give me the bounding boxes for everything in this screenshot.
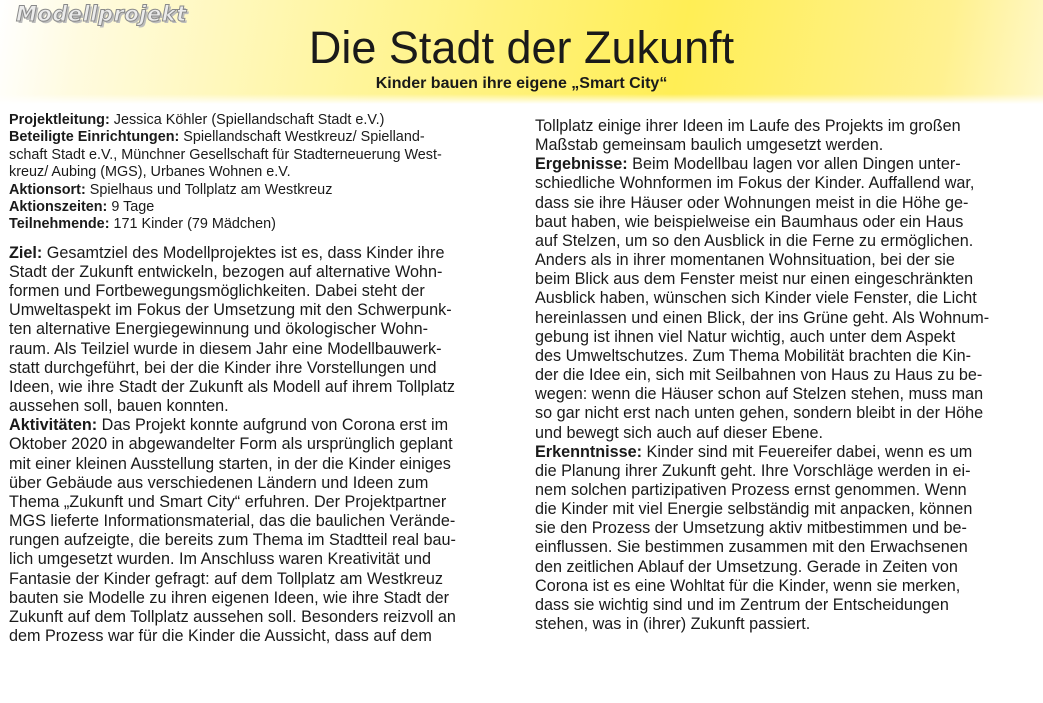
text-line: formen und Fortbewegungsmöglichkeiten. Dabei steht der <box>9 282 425 301</box>
section-heading: Ergebnisse: <box>535 155 628 174</box>
text-line: Stadt der Zukunft entwickeln, bezogen auf alternative Wohn- <box>9 263 443 281</box>
text-line: Ausblick haben, wünschen sich Kinder viele Fenster, die Licht <box>535 289 977 308</box>
text-line: nem solchen partizipativen Prozess ernst genommen. Wenn <box>535 480 967 499</box>
text-line: Anders als in ihrer momentanen Wohnsituation, bei der sie <box>535 251 955 270</box>
text-line: auf Stelzen, um so den Ausblick in die Ferne zu ermöglichen. <box>535 231 974 250</box>
text-line: Zukunft auf dem Tollplatz aussehen soll. Besonders reizvoll an <box>9 607 456 626</box>
text-fragment: Gesamtziel des Modellprojektes ist es, dass Kinder ihre <box>42 243 445 262</box>
info-projektleitung <box>9 112 514 129</box>
text-line: Maßstab gemeinsam baulich umgesetzt werden. <box>535 136 884 155</box>
section-ziel <box>9 244 514 416</box>
text-line: Fantasie der Kinder gefragt: auf dem Tollplatz am Westkreuz <box>9 569 443 588</box>
text-line <box>535 155 1035 174</box>
project-info <box>9 112 514 234</box>
text-line: wegen: wenn die Häuser schon auf Stelzen stehen, muss man <box>535 385 984 404</box>
info-value: 9 Tage <box>107 199 155 216</box>
section-ergebnisse <box>535 155 1035 442</box>
text-line: dem Prozess war für die Kinder die Aussicht, dass auf dem <box>9 626 432 645</box>
text-line: raum. Als Teilziel wurde in diesem Jahr eine Modellbauwerk- <box>9 339 442 358</box>
info-teilnehmende <box>9 216 514 233</box>
text-line: mit einer kleinen Ausstellung starten, in der die Kinder einiges <box>9 454 451 473</box>
text-line: MGS lieferte Informationsmaterial, das die baulichen Verände- <box>9 512 456 531</box>
text-line: lich umgesetzt wurden. Im Anschluss waren Kreativität und <box>9 550 431 569</box>
text-line: einflussen. Sie bestimmen zusammen mit den Erwachsenen <box>535 538 968 557</box>
info-value: Spielhaus und Tollplatz am Westkreuz <box>85 181 333 198</box>
text-line: Tollplatz einige ihrer Ideen im Laufe des Projekts im großen <box>535 117 961 135</box>
text-line <box>9 416 514 435</box>
text-line: beim Blick aus dem Fenster meist nur einen eingeschränkten <box>535 270 974 289</box>
info-label: Teilnehmende: <box>9 216 110 233</box>
text-line: statt durchgeführt, bei der die Kinder ihre Vorstellungen und <box>9 358 437 377</box>
info-aktionszeiten <box>9 199 514 216</box>
text-line: über Gebäude aus verschiedenen Ländern und Ideen zum <box>9 473 429 492</box>
text-line: gebung ist ihnen viel Natur wichtig, auch unter dem Aspekt <box>535 327 956 346</box>
text-line: Umweltaspekt im Fokus der Umsetzung mit den Schwerpunk- <box>9 301 452 320</box>
text-line: bauten sie Modelle zu ihren eigenen Ideen, wie ihre Stadt der <box>9 588 450 607</box>
info-einrichtungen-cont: kreuz/ Aubing (MGS), Urbanes Wohnen e.V. <box>9 164 291 181</box>
info-label: Aktionszeiten: <box>9 199 108 216</box>
left-column <box>9 112 514 646</box>
text-line: ten alternative Energiegewinnung und ökologischer Wohn- <box>9 320 429 339</box>
info-value: 171 Kinder (79 Mädchen) <box>109 216 276 233</box>
text-line: hereinlassen und einen Blick, der ins Grüne geht. Als Wohnum- <box>535 308 990 327</box>
info-einrichtungen-cont: schaft Stadt e.V., Münchner Gesellschaft für Stadterneuerung West- <box>9 146 442 163</box>
text-line: stehen, was in (ihrer) Zukunft passiert. <box>535 615 811 634</box>
text-line: Thema „Zukunft und Smart City“ erfuhren. Der Projektpartner <box>9 492 447 511</box>
section-heading: Aktivitäten: <box>9 416 98 435</box>
page-subtitle: Kinder bauen ihre eigene „Smart City“ <box>375 75 668 92</box>
section-heading: Erkenntnisse: <box>535 442 643 461</box>
text-line: des Umweltschutzes. Zum Thema Mobilität brachten die Kin- <box>535 346 972 365</box>
text-fragment: Das Projekt konnte aufgrund von Corona erst im <box>97 416 449 435</box>
info-einrichtungen <box>9 129 514 146</box>
text-line: baut haben, wie beispielweise ein Baumhaus oder ein Haus <box>535 212 964 231</box>
text-line: so gar nicht erst nach unten gehen, sondern bleibt in der Höhe <box>535 404 984 423</box>
text-line: und bewegt sich auch auf dieser Ebene. <box>535 423 823 442</box>
text-line: schiedliche Wohnformen im Fokus der Kinder. Auffallend war, <box>535 174 975 193</box>
info-label: Aktionsort: <box>9 181 86 198</box>
info-value: Spiellandschaft Westkreuz/ Spielland- <box>179 129 425 146</box>
text-fragment: Kinder sind mit Feuereifer dabei, wenn es um <box>642 442 973 461</box>
right-column <box>535 117 1035 634</box>
text-line: der die Idee ein, sich mit Seilbahnen von Haus zu Haus zu be- <box>535 366 983 385</box>
text-line: dass sie wichtig sind und im Zentrum der Entscheidungen <box>535 595 949 614</box>
text-line <box>9 244 514 263</box>
page-title: Die Stadt der Zukunft <box>308 22 735 73</box>
text-line: sie den Prozess der Umsetzung aktiv mitbestimmen und be- <box>535 519 967 538</box>
text-line <box>535 443 1035 462</box>
text-fragment: Beim Modellbau lagen vor allen Dingen unter- <box>627 155 961 174</box>
text-line: Corona ist es eine Wohltat für die Kinder, wenn sie merken, <box>535 576 961 595</box>
section-heading: Ziel: <box>9 243 43 262</box>
info-value: Jessica Köhler (Spiellandschaft Stadt e.V.) <box>109 112 385 128</box>
section-erkenntnisse <box>535 443 1035 635</box>
text-line: rungen aufzeigte, die bereits zum Thema im Stadtteil real bau- <box>9 531 456 550</box>
section-label: Modellprojekt <box>16 2 187 26</box>
section-aktivitaeten <box>9 416 514 646</box>
info-label: Beteiligte Einrichtungen: <box>9 129 180 146</box>
text-line: Ideen, wie ihre Stadt der Zukunft als Modell auf ihrem Tollplatz <box>9 377 455 396</box>
text-line: dass sie ihre Häuser oder Wohnungen meist in die Höhe ge- <box>535 193 969 212</box>
text-line: aussehen soll, bauen konnten. <box>9 397 229 416</box>
header-banner <box>0 0 1043 104</box>
spacer <box>9 234 514 244</box>
text-line: die Kinder mit viel Energie selbständig mit anpacken, können <box>535 500 973 519</box>
text-line: Oktober 2020 in abgewandelter Form als ursprünglich geplant <box>9 435 453 454</box>
info-aktionsort <box>9 182 514 199</box>
text-line: den zeitlichen Ablauf der Umsetzung. Gerade in Zeiten von <box>535 557 958 576</box>
section-aktivitaeten-continued <box>535 117 1035 155</box>
info-label: Projektleitung: <box>9 112 110 128</box>
text-line: die Planung ihrer Zukunft geht. Ihre Vorschläge werden in ei- <box>535 461 971 480</box>
